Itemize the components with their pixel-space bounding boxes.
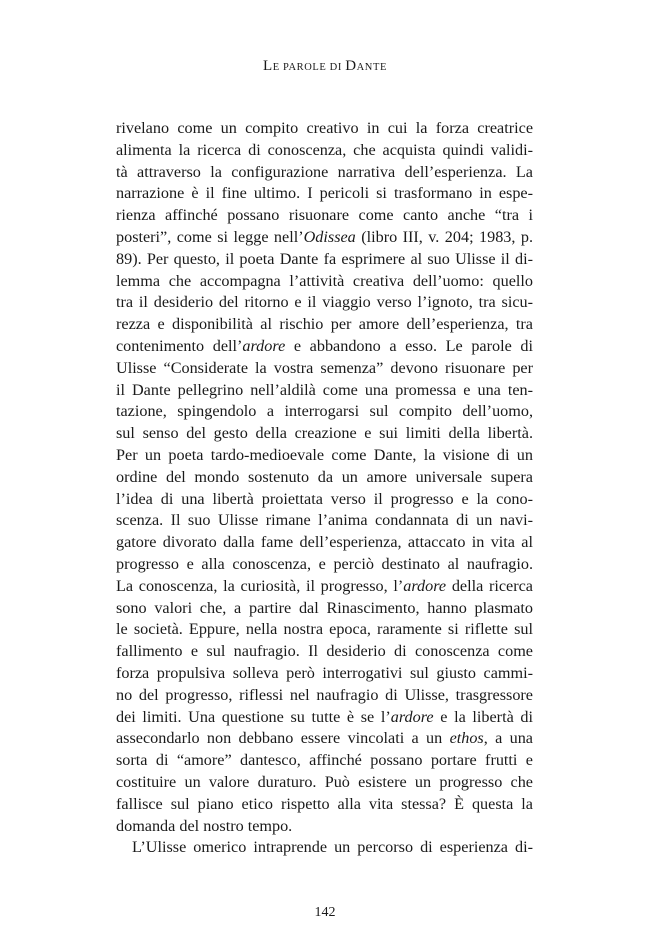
text-segment: tazione, spingendolo a interrogarsi sul compito dell’uomo, — [116, 402, 533, 421]
text-line — [116, 598, 533, 620]
text-line — [116, 249, 533, 271]
running-head-part: ANTE — [356, 62, 388, 73]
text-segment: e la libertà di — [433, 707, 533, 726]
text-line — [116, 292, 533, 314]
italic-segment: ethos — [449, 729, 484, 748]
text-line — [116, 445, 533, 467]
text-line — [116, 685, 533, 707]
text-segment: sul senso del gesto della creazione e sui limiti della libertà. — [116, 424, 533, 443]
text-segment: forza propulsiva solleva però interrogativi sul giusto cammi- — [116, 663, 533, 682]
text-line — [116, 467, 533, 489]
text-line — [116, 118, 533, 140]
text-segment: il Dante pellegrino nell’aldilà come una promessa e una ten- — [116, 380, 533, 399]
text-segment: rienza affinché possano risuonare come canto anche “tra i — [116, 206, 533, 225]
text-line — [116, 772, 533, 794]
text-line — [116, 794, 533, 816]
italic-segment: Odissea — [303, 227, 356, 246]
text-line — [116, 227, 533, 249]
body-text — [116, 118, 533, 859]
text-segment: alimenta la ricerca di conoscenza, che acquista quindi validi- — [116, 140, 533, 159]
text-segment: e abbandono a esso. Le parole di — [285, 336, 533, 355]
text-line — [116, 162, 533, 184]
page-number: 142 — [314, 905, 336, 920]
text-segment: tra il desiderio del ritorno e il viaggio verso l’ignoto, tra sicu- — [116, 293, 533, 312]
text-segment: tà attraverso la configurazione narrativa dell’esperienza. La — [116, 162, 533, 181]
text-line — [116, 641, 533, 663]
text-segment: , a una — [483, 729, 533, 748]
text-segment: lemma che accompagna l’attività creativa dell’uomo: quello — [116, 271, 533, 290]
text-line — [116, 205, 533, 227]
text-line — [116, 837, 533, 859]
text-segment: rivelano come un compito creativo in cui la forza creatrice — [116, 119, 533, 137]
text-line — [116, 554, 533, 576]
text-segment: narrazione è il fine ultimo. I pericoli si trasformano in espe- — [116, 184, 533, 203]
text-segment: rezza e disponibilità al rischio per amore dell’esperienza, tra — [116, 315, 533, 334]
text-line — [116, 663, 533, 685]
text-line — [116, 750, 533, 772]
text-segment: assecondarlo non debbano essere vincolati a un — [116, 729, 450, 748]
text-line — [116, 423, 533, 445]
text-segment: 89). Per questo, il poeta Dante fa esprimere al suo Ulisse il di- — [116, 249, 533, 268]
italic-segment: ardore — [242, 336, 286, 355]
running-head-part: L — [262, 58, 273, 74]
text-segment: L’Ulisse omerico intraprende un percorso di esperienza di- — [132, 838, 533, 857]
text-line — [116, 358, 533, 380]
text-segment: fallisce sul piano etico rispetto alla vita stessa? È questa la — [116, 794, 533, 813]
text-line — [116, 619, 533, 641]
text-segment: La conoscenza, la curiosità, il progresso, l’ — [116, 576, 404, 595]
text-segment: scenza. Il suo Ulisse rimane l’anima condannata di un navi- — [116, 511, 533, 530]
text-segment: progresso e alla conoscenza, e perciò destinato al naufragio. — [116, 554, 533, 573]
text-segment: della ricerca — [446, 576, 533, 595]
text-line — [116, 401, 533, 423]
text-line — [116, 336, 533, 358]
text-segment: l’idea di una libertà proiettata verso il progresso e la cono- — [116, 489, 533, 508]
text-segment: no del progresso, riflessi nel naufragio di Ulisse, trasgressore — [116, 685, 533, 704]
text-line — [116, 707, 533, 729]
text-line — [116, 271, 533, 293]
text-line — [116, 140, 533, 162]
text-segment: sorta di “amore” dantesco, affinché possano portare frutti e — [116, 751, 533, 770]
running-head — [0, 58, 650, 75]
text-line — [116, 314, 533, 336]
text-segment: (libro III, v. 204; 1983, p. — [355, 227, 533, 246]
text-line — [116, 576, 533, 598]
text-segment: domanda del nostro tempo. — [116, 816, 293, 835]
text-line — [116, 183, 533, 205]
text-segment: contenimento dell’ — [116, 336, 243, 355]
text-segment: le società. Eppure, nella nostra epoca, raramente si riflette sul — [116, 620, 533, 639]
text-segment: posteri”, come si legge nell’ — [116, 227, 304, 246]
text-line — [116, 380, 533, 402]
italic-segment: ardore — [403, 576, 447, 595]
text-segment: Per un poeta tardo-medioevale come Dante, la visione di un — [116, 445, 533, 464]
text-segment: gatore divorato dalla fame dell’esperienza, attaccato in vita al — [116, 533, 533, 552]
text-line — [116, 728, 533, 750]
italic-segment: ardore — [390, 707, 434, 726]
running-head-part: E PAROLE DI — [272, 62, 346, 73]
text-line — [116, 489, 533, 511]
text-segment: Ulisse “Considerate la vostra semenza” devono risuonare per — [116, 358, 533, 377]
running-head-part: D — [345, 58, 357, 74]
text-segment: fallimento e sul naufragio. Il desiderio di conoscenza come — [116, 642, 533, 661]
text-line — [116, 510, 533, 532]
text-segment: sono valori che, a partire dal Rinascimento, hanno plasmato — [116, 598, 533, 617]
text-line — [116, 816, 533, 838]
text-segment: dei limiti. Una questione su tutte è se l’ — [116, 707, 391, 726]
text-segment: ordine del mondo sostenuto da un amore universale supera — [116, 467, 533, 486]
text-segment: costituire un valore duraturo. Può esistere un progresso che — [116, 772, 533, 791]
text-line — [116, 532, 533, 554]
